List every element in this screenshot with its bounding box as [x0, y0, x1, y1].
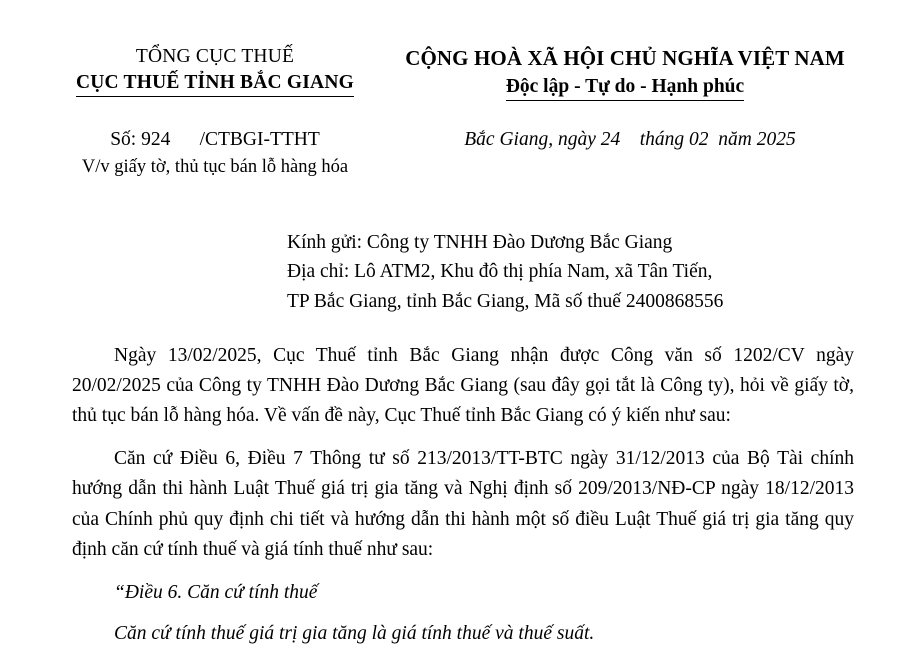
quoted-article-text: Căn cứ tính thuế giá trị gia tăng là giá tính thuế và thuế suất. — [114, 623, 595, 645]
document-subject: V/v giấy tờ, thủ tục bán lỗ hàng hóa — [81, 156, 349, 177]
body-paragraph-1: Ngày 13/02/2025, Cục Thuế tỉnh Bắc Giang nhận được Công văn số 1202/CV ngày 20/02/2025 của Công ty TNHH Đào Dương Bắc Giang (sau đây gọi tắt là Công ty), hỏi về giấy tờ, thủ tục bán lỗ hàng hóa. Về vấn đề này, Cục Thuế tỉnh Bắc Giang có ý kiến như sau: — [72, 344, 854, 426]
document-body — [0, 341, 900, 650]
document-subheader — [0, 126, 900, 182]
issuing-authority-name: CỤC THUẾ TỈNH BẮC GIANG — [40, 70, 390, 96]
recipient-address-line-2: TP Bắc Giang, tỉnh Bắc Giang, Mã số thuế 2400868556 — [287, 290, 724, 312]
issuing-authority-block — [0, 44, 390, 97]
country-name: CỘNG HOÀ XÃ HỘI CHỦ NGHĨA VIỆT NAM — [405, 46, 845, 70]
national-heading-block — [390, 44, 900, 102]
document-reference-block — [0, 126, 390, 182]
recipient-address-line-1: Địa chỉ: Lô ATM2, Khu đô thị phía Nam, xã Tân Tiến, — [287, 261, 713, 283]
parent-authority-name: TỔNG CỤC THUẾ — [135, 46, 295, 67]
quoted-article-heading: “Điều 6. Căn cứ tính thuế — [114, 582, 318, 604]
place-and-date: Bắc Giang, ngày 24 tháng 02 năm 2025 — [464, 128, 796, 150]
document-header — [0, 0, 900, 102]
place-date-block — [390, 126, 900, 154]
national-motto: Độc lập - Tự do - Hạnh phúc — [390, 73, 860, 101]
recipient-name: Kính gửi: Công ty TNHH Đào Dương Bắc Giang — [287, 231, 673, 253]
document-number: Số: 924 /CTBGI-TTHT — [110, 128, 320, 150]
recipient-block — [0, 228, 900, 317]
body-paragraph-2: Căn cứ Điều 6, Điều 7 Thông tư số 213/2013/TT-BTC ngày 31/12/2013 của Bộ Tài chính hướng dẫn thi hành Luật Thuế giá trị gia tăng và Nghị định số 209/2013/NĐ-CP ngày 18/12/2013 của Chính phủ quy định chi tiết và hướng dẫn thi hành một số điều Luật Thuế giá trị gia tăng quy định căn cứ tính thuế và giá tính thuế như sau: — [72, 448, 854, 560]
